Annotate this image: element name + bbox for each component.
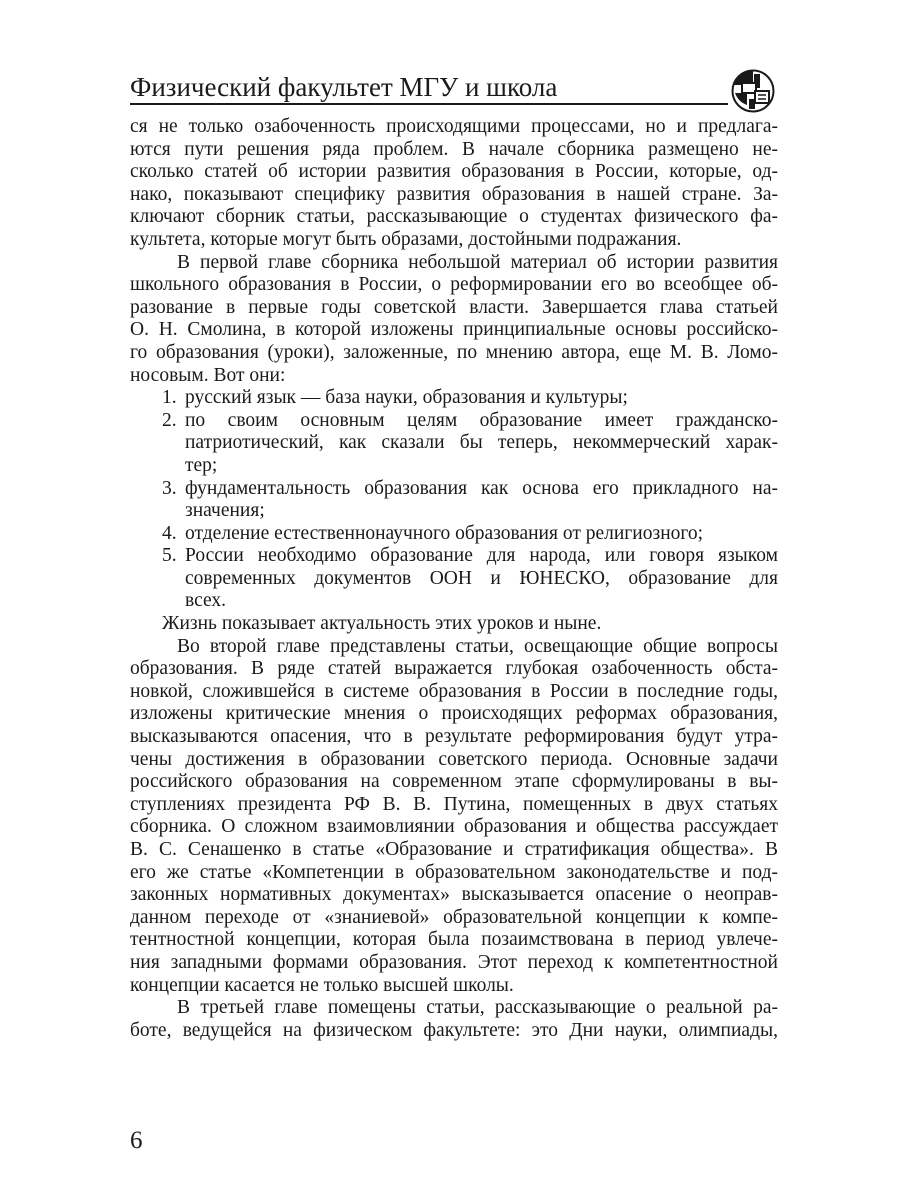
text-line: ются пути решения ряда проблем. В начале сборника размещено не- — [130, 138, 778, 160]
list-item-line — [130, 387, 778, 410]
list-item — [130, 545, 778, 613]
list-item — [130, 523, 778, 546]
text-line: концепции касается не только высшей школы. — [130, 974, 514, 996]
list-item-number: 3. — [162, 477, 177, 499]
list-item-number: 5. — [162, 545, 177, 567]
text-line: данном переходе от «знаниевой» образовательной концепции к компе- — [130, 906, 778, 928]
list-item-line — [130, 432, 778, 455]
text-line: законных нормативных документах» высказывается опасение о неоправ- — [130, 884, 778, 906]
list-item-line — [130, 523, 778, 546]
paragraph — [130, 613, 778, 636]
text-line: новкой, сложившейся в системе образования в России в последние годы, — [130, 680, 778, 702]
list-item-text: всех. — [185, 590, 227, 612]
text-line: разование в первые годы советской власти. Завершается глава статьей — [130, 296, 778, 318]
text-line: сборника. О сложном взаимовлиянии образования и общества рассуждает — [130, 816, 778, 838]
text-line: нако, показывают специфику развития образования в нашей стране. За- — [130, 183, 778, 205]
header-rule-divider — [130, 103, 728, 105]
text-line: образования. В ряде статей выражается глубокая озабоченность обста- — [130, 658, 778, 680]
list-item-line — [130, 410, 778, 433]
text-line: Жизнь показывает актуальность этих уроков и ныне. — [162, 613, 602, 635]
list-item-text: фундаментальность образования как основа его прикладного на- — [185, 477, 778, 499]
text-line: го образования (уроки), заложенные, по мнению автора, еще М. В. Ломо- — [130, 341, 778, 363]
list-item-text: России необходимо образование для народа, или говоря языком — [185, 545, 778, 567]
list-item-line — [130, 545, 778, 568]
list-item-number: 1. — [162, 387, 177, 409]
text-line: ния западными формами образования. Этот переход к компетентностной — [130, 951, 778, 973]
paragraph — [130, 997, 778, 1042]
list-item-line — [130, 590, 778, 613]
text-line: культета, которые могут быть образами, достойными подражания. — [130, 228, 682, 250]
paragraph — [130, 252, 778, 388]
text-line: В третьей главе помещены статьи, рассказывающие о реальной ра- — [177, 997, 778, 1019]
text-line: его же статье «Компетенции в образовательном законодательстве и под- — [130, 861, 778, 883]
text-line: высказываются опасения, что в результате реформирования будут утра- — [130, 726, 778, 748]
page-number: 6 — [130, 1127, 143, 1154]
text-line: школьного образования в России, о реформировании его во всеобщее об- — [130, 274, 778, 296]
list-item — [130, 478, 778, 523]
body-text — [130, 116, 778, 1042]
list-item-line — [130, 568, 778, 591]
text-line: ступлениях президента РФ В. В. Путина, помещенных в двух статьях — [130, 793, 778, 815]
list-item-number: 4. — [162, 522, 177, 544]
text-line: боте, ведущейся на физическом факультете: это Дни науки, олимпиады, — [130, 1019, 778, 1041]
list-item-text: значения; — [185, 500, 265, 522]
faculty-emblem-icon — [731, 69, 775, 113]
list-item-text: русский язык — база науки, образования и культуры; — [185, 387, 628, 409]
text-line: О. Н. Смолина, в которой изложены принципиальные основы российско- — [130, 319, 778, 341]
text-line: В. С. Сенашенко в статье «Образование и стратификация общества». В — [130, 839, 778, 860]
list-item-line — [130, 500, 778, 523]
running-head-title: Физический факультет МГУ и школа — [130, 72, 558, 102]
list-item-text: патриотический, как сказали бы теперь, некоммерческий харак- — [185, 432, 778, 454]
text-line: тентностной концепции, которая была позаимствована в период увлече- — [130, 929, 778, 951]
list-item-number: 2. — [162, 409, 177, 431]
paragraph — [130, 636, 778, 998]
list-item — [130, 410, 778, 478]
text-line: ся не только озабоченность происходящими процессами, но и предлага- — [130, 116, 778, 137]
text-line: изложены критические мнения о происходящих реформах образования, — [130, 703, 778, 725]
list-item-text: по своим основным целям образование имеет гражданско- — [185, 409, 778, 431]
list-item-text: современных документов ООН и ЮНЕСКО, образование для — [185, 567, 778, 589]
text-line: В первой главе сборника небольшой материал об истории развития — [177, 251, 778, 273]
text-line: чены достижения в образовании советского периода. Основные задачи — [130, 748, 778, 770]
list-item-line — [130, 455, 778, 478]
text-line: Во второй главе представлены статьи, освещающие общие вопросы — [177, 635, 778, 657]
paragraph — [130, 116, 778, 252]
text-line: носовым. Вот они: — [130, 364, 286, 386]
list-item-text: отделение естественнонаучного образования от религиозного; — [185, 522, 704, 544]
list-item-text: тер; — [185, 454, 218, 476]
numbered-list — [130, 387, 778, 613]
text-line: ключают сборник статьи, рассказывающие о студентах физического фа- — [130, 206, 778, 228]
text-line: российского образования на современном этапе сформулированы в вы- — [130, 771, 778, 793]
list-item-line — [130, 478, 778, 501]
text-line: сколько статей об истории развития образования в России, которые, од- — [130, 161, 778, 183]
list-item — [130, 387, 778, 410]
